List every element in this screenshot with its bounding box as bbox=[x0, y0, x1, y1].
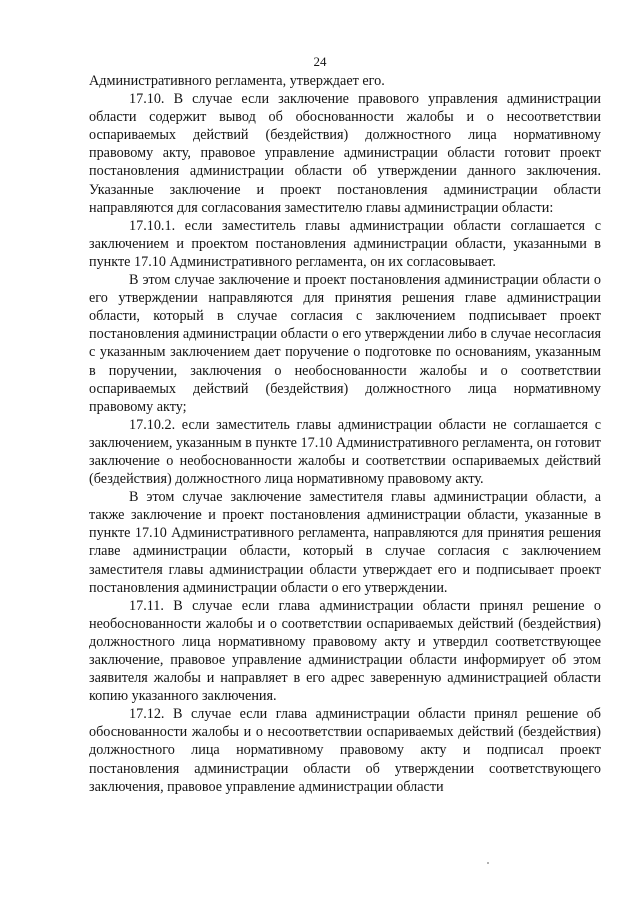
scan-speck bbox=[487, 862, 489, 864]
paragraph-17-11: 17.11. В случае если глава администрации области принял решение о необоснованности жалобы и о соответствии оспариваемых действий (бездействия) должностного лица нормативному правовому акту и утвердил соответствующее заключение, правовое управление администрации области информирует об этом заявителя жалобы и направляет в его адрес заверенную администрацией области копию указанного заключения. bbox=[89, 597, 601, 705]
document-body bbox=[89, 72, 601, 796]
paragraph-17-10-2-case: В этом случае заключение заместителя главы администрации области, а также заключение и проект постановления администрации области, указанные в пункте 17.10 Административного регламента, направляются для принятия решения главе администрации области, который в случае согласия с заключением заместителя главы администрации области утверждает его и подписывает проект постановления администрации области о его утверждении. bbox=[89, 489, 601, 596]
paragraph-continuation: Административного регламента, утверждает его. bbox=[89, 73, 385, 89]
paragraph-17-10-1: 17.10.1. если заместитель главы администрации области соглашается с заключением и проектом постановления администрации области, указанными в пункте 17.10 Административного регламента, он их согласовывает. bbox=[89, 217, 601, 270]
paragraph-17-10: 17.10. В случае если заключение правового управления администрации области содержит вывод об обоснованности жалобы и о несоответствии оспариваемых действий (бездействия) должностного лица нормативному правовому акту, правовое управление администрации области готовит проект постановления администрации области об утверждении данного заключения. Указанные заключение и проект постановления администрации области направляются для согласования заместителю главы администрации области: bbox=[89, 91, 601, 216]
paragraph-17-10-2: 17.10.2. если заместитель главы администрации области не соглашается с заключением, указанным в пункте 17.10 Административного регламента, он готовит заключение о необоснованности жалобы и соответствии оспариваемых действий (бездействия) должностного лица нормативному правовому акту. bbox=[89, 416, 601, 488]
paragraph-17-12: 17.12. В случае если глава администрации области принял решение об обоснованности жалобы и о несоответствии оспариваемых действий (бездействия) должностного лица нормативному правовому акту и подписал проект постановления администрации области об утверждении соответствующего заключения, правовое управление администрации области bbox=[89, 706, 601, 795]
page-number: 24 bbox=[313, 54, 327, 69]
paragraph-17-10-1-case: В этом случае заключение и проект постановления администрации области о его утверждении направляются для принятия решения главе администрации области, который в случае согласия с заключением подписывает проект постановления администрации области о его утверждении либо в случае несогласия с указанным заключением дает поручение о подготовке по основаниям, указанным в поручении, заключения о необоснованности жалобы и о соответствии оспариваемых действий (бездействия) должностного лица нормативному правовому акту; bbox=[89, 272, 601, 415]
